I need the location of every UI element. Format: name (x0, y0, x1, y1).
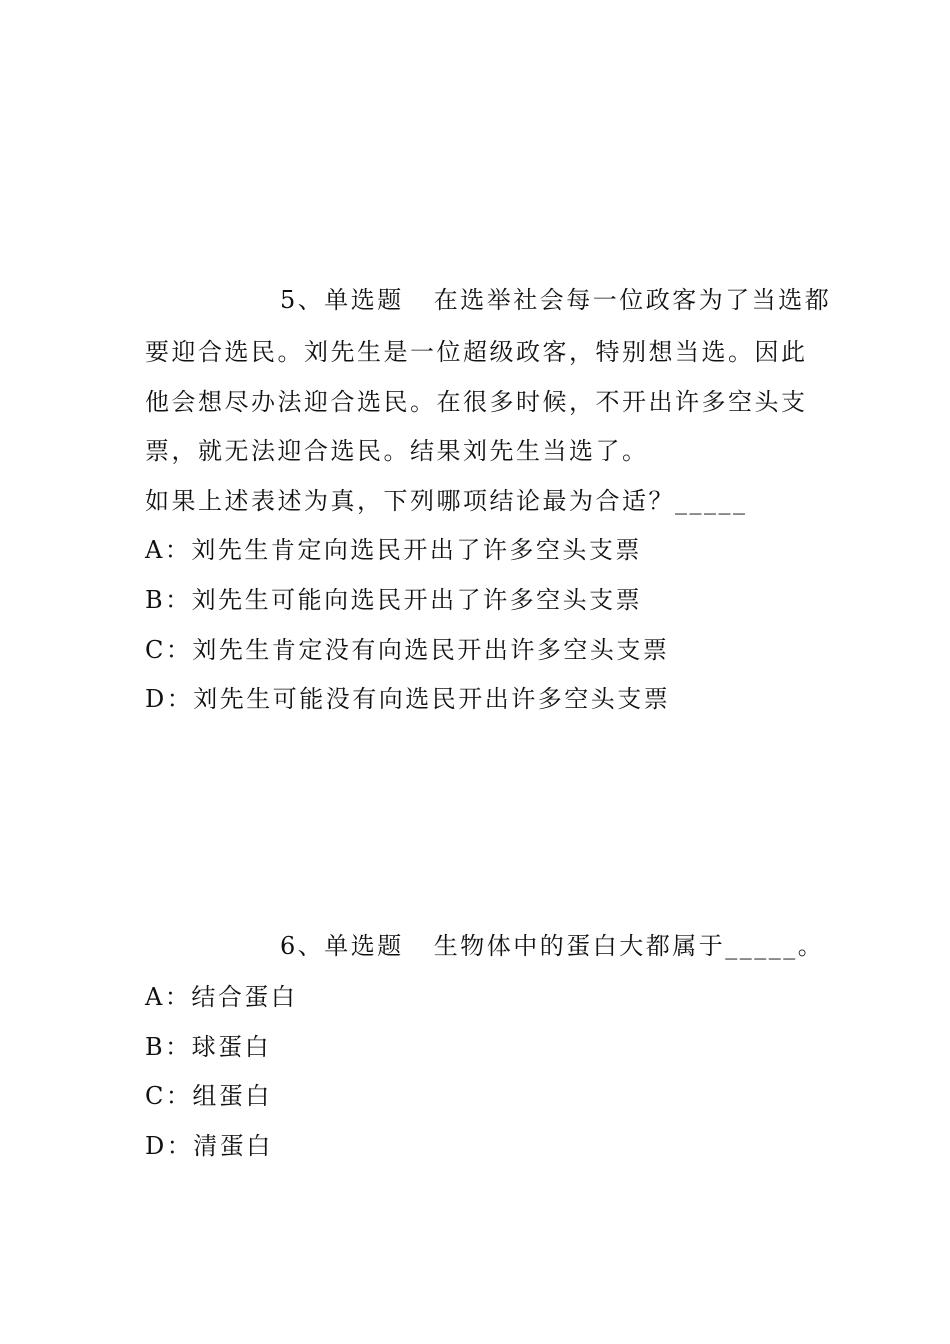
option-a: A：结合蛋白 (145, 983, 298, 1011)
option-c: C：组蛋白 (145, 1082, 272, 1110)
option-a: A：刘先生肯定向选民开出了许多空头支票 (145, 536, 642, 564)
option-d: D：刘先生可能没有向选民开出许多空头支票 (145, 685, 671, 713)
question-type-label: 5、单选题 (280, 286, 404, 314)
question-stem-line: 要迎合选民。刘先生是一位超级政客，特别想当选。因此 (145, 338, 808, 366)
question-stem-line (280, 928, 950, 964)
option-b: B：球蛋白 (145, 1033, 272, 1061)
option-d: D：清蛋白 (145, 1132, 273, 1160)
question-stem-line: 他会想尽办法迎合选民。在很多时候，不开出许多空头支 (145, 388, 808, 416)
question-prompt: 如果上述表述为真，下列哪项结论最为合适？_____ (145, 487, 748, 515)
option-c: C：刘先生肯定没有向选民开出许多空头支票 (145, 636, 670, 664)
question-type-label: 6、单选题 (280, 932, 404, 960)
question-stem-text: 生物体中的蛋白大都属于_____。 (433, 932, 825, 960)
question-stem-text: 在选举社会每一位政客为了当选都 (433, 286, 832, 314)
question-stem-line: 票，就无法迎合选民。结果刘先生当选了。 (145, 437, 649, 465)
question-stem-line (280, 282, 950, 318)
option-b: B：刘先生可能向选民开出了许多空头支票 (145, 586, 643, 614)
